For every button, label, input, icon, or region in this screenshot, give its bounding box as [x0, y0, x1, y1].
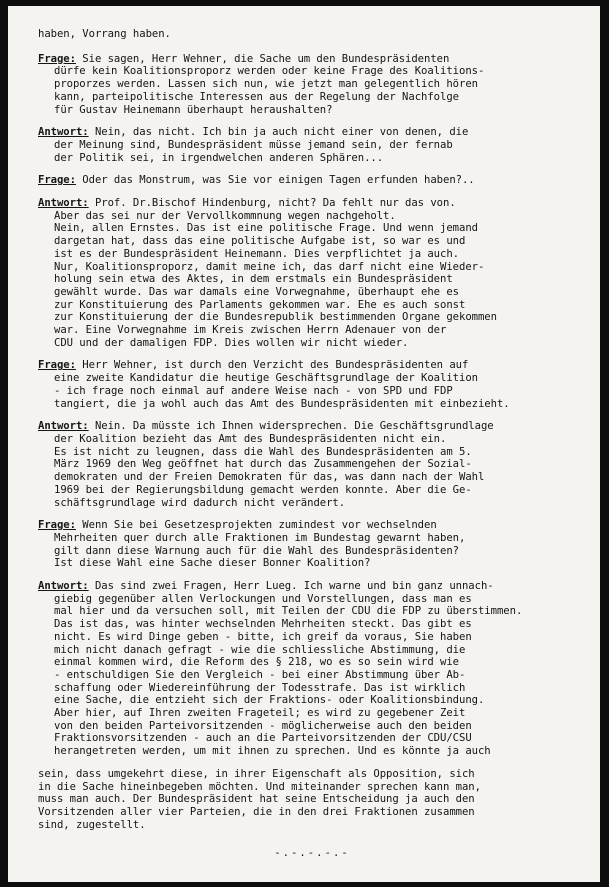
text-line: sein, dass umgekehrt diese, in ihrer Eigenschaft als Opposition, sich	[38, 767, 475, 780]
text-line	[38, 557, 586, 570]
line-text: Nein. Da müsste ich Ihnen widersprechen. Die Geschäftsgrundlage	[94, 420, 494, 433]
line-text: holung sein etwa des Aktes, in dem erstmals ein Bundespräsident	[54, 273, 453, 286]
text-line	[38, 694, 586, 707]
line-text: war. Eine Vorwegnahme im Kreis zwischen Herrn Adenauer von der	[54, 324, 447, 337]
text-line	[38, 372, 586, 385]
closing-paragraph	[38, 768, 586, 832]
line-text: dargetan hat, dass das eine politische Aufgabe ist, so war es und	[54, 235, 466, 248]
text-line	[38, 656, 586, 669]
question-block	[38, 53, 586, 117]
text-line	[38, 545, 586, 558]
line-text: schaffung oder Wiedereinführung der Todesstrafe. Das ist wirklich	[54, 681, 466, 694]
line-text: Das sind zwei Fragen, Herr Lueg. Ich warne und bin ganz unnach-	[94, 580, 494, 593]
text-line	[38, 222, 586, 235]
line-text: Mehrheiten quer durch alle Fraktionen im Bundestag gewarnt haben,	[54, 531, 466, 544]
line-text: Sie sagen, Herr Wehner, die Sache um den Bundespräsidenten	[82, 52, 450, 65]
text-line	[38, 311, 586, 324]
text-line	[38, 532, 586, 545]
text-line	[38, 53, 586, 66]
line-text: schäftsgrundlage wird dadurch nicht verändert.	[54, 496, 346, 509]
answer-label: Antwort:	[38, 126, 89, 139]
text-line	[38, 261, 586, 274]
question-label: Frage:	[38, 174, 76, 187]
text-line	[38, 197, 586, 210]
line-text: Prof. Dr.Bischof Hindenburg, nicht? Da fehlt nur das von.	[94, 197, 456, 210]
line-text: Aber das sei nur der Vervollkommnung wegen nachgeholt.	[54, 209, 396, 222]
text-line	[38, 631, 586, 644]
line-text: CDU und der damaligen FDP. Dies wollen wir nicht wieder.	[54, 336, 409, 349]
line-text: mich nicht danach gefragt - wie die schliessliche Abstimmung, die	[54, 643, 466, 656]
footer-separator: -.-.-.-.-	[274, 847, 350, 860]
line-text: Nein, allen Ernstes. Das ist eine politische Frage. Und wenn jemand	[54, 222, 478, 235]
text-line	[38, 104, 586, 117]
text-line	[38, 446, 586, 459]
text-line	[38, 385, 586, 398]
line-text: eine Sache, die entzieht sich der Fraktions- oder Koalitionsbindung.	[54, 694, 485, 707]
text-line	[38, 593, 586, 606]
line-text: zur Konstituierung der die Bundesrepublik bestimmenden Organe gekommen	[54, 311, 497, 324]
text-line	[38, 248, 586, 261]
line-text: Herr Wehner, ist durch den Verzicht des Bundespräsidenten auf	[82, 359, 469, 372]
text-line	[38, 139, 586, 152]
answer-label: Antwort:	[38, 420, 89, 433]
line-text: Nein, das nicht. Ich bin ja auch nicht einer von denen, die	[94, 126, 469, 139]
text-line: Vorsitzenden aller vier Parteien, die in den drei Fraktionen zusammen	[38, 805, 475, 818]
question-block	[38, 359, 586, 410]
text-line	[38, 669, 586, 682]
lead-line: haben, Vorrang haben.	[38, 28, 171, 40]
text-line	[38, 126, 586, 139]
line-text: herangetreten werden, um mit ihnen zu sprechen. Und es könnte ja auch	[54, 745, 491, 758]
text-line	[38, 682, 586, 695]
line-text: der Meinung sind, Bundespräsident müsse jemand sein, der fernab	[54, 138, 453, 151]
line-text: proporzes werden. Lassen sich nun, wie jetzt man gelegentlich hören	[54, 78, 478, 91]
text-line	[38, 471, 586, 484]
line-text: gilt dann diese Warnung auch für die Wahl des Bundespräsidenten?	[54, 544, 459, 557]
line-text: einmal kommen wird, die Reform des § 218, wo es so sein wird wie	[54, 656, 459, 669]
line-text: - ich frage noch einmal auf andere Weise nach - von SPD und FDP	[54, 384, 453, 397]
answer-block	[38, 420, 586, 509]
text-line: muss man auch. Der Bundespräsident hat seine Entscheidung ja auch den	[38, 793, 475, 806]
text-line	[38, 458, 586, 471]
text-line	[38, 337, 586, 350]
text-line	[38, 286, 586, 299]
text-line	[38, 644, 586, 657]
text-line	[38, 618, 586, 631]
line-text: kann, parteipolitische Interessen aus der Regelung der Nachfolge	[54, 90, 459, 103]
line-text: mal hier und da versuchen soll, mit Teilen der CDU die FDP zu überstimmen.	[54, 605, 523, 618]
answer-label: Antwort:	[38, 197, 89, 210]
text-line	[38, 78, 586, 91]
line-text: Aber hier, auf Ihren zweiten Frageteil; es wird zu gegebener Zeit	[54, 707, 466, 720]
text-line	[38, 605, 586, 618]
answer-block	[38, 580, 586, 758]
line-text: Ist diese Wahl eine Sache dieser Bonner Koalition?	[54, 557, 371, 570]
answer-block	[38, 197, 586, 349]
line-text: Fraktionsvorsitzenden - auch an die Parteivorsitzenden der CDU/CSU	[54, 732, 472, 745]
question-label: Frage:	[38, 519, 76, 532]
line-text: zur Konstituierung des Parlaments gekommen war. Ehe es auch sonst	[54, 298, 466, 311]
line-text: Es ist nicht zu leugnen, dass die Wahl des Bundespräsidenten am 5.	[54, 445, 472, 458]
answer-block	[38, 126, 586, 164]
line-text: demokraten und der Freien Demokraten für das, was dann nach der Wahl	[54, 471, 485, 484]
text-line	[38, 174, 586, 187]
line-text: Nur, Koalitionsproporz, damit meine ich, das darf nicht eine Wieder-	[54, 260, 485, 273]
line-text: März 1969 den Weg geöffnet hat durch das Zusammengehen der Sozial-	[54, 458, 472, 471]
text-line	[38, 420, 586, 433]
line-text: für Gustav Heinemann überhaupt heraushalten?	[54, 103, 333, 116]
text-line	[38, 484, 586, 497]
text-line	[38, 707, 586, 720]
line-text: Oder das Monstrum, was Sie vor einigen Tagen erfunden haben?..	[82, 174, 475, 187]
question-block	[38, 174, 586, 187]
text-line	[38, 433, 586, 446]
text-line	[38, 732, 586, 745]
line-text: Wenn Sie bei Gesetzesprojekten zumindest vor wechselnden	[82, 519, 437, 532]
text-line	[38, 497, 586, 510]
interview-body	[38, 53, 586, 758]
question-label: Frage:	[38, 359, 76, 372]
text-line	[38, 210, 586, 223]
line-text: Das ist das, was hinter wechselnden Mehrheiten steckt. Das gibt es	[54, 618, 472, 631]
text-line	[38, 324, 586, 337]
line-text: gewählt wurde. Das war damals eine Vorwegnahme, überhaupt ehe es	[54, 285, 459, 298]
text-line	[38, 359, 586, 372]
line-text: tangiert, die ja wohl auch das Amt des Bundespräsidenten mit einbezieht.	[54, 397, 510, 410]
text-line	[38, 235, 586, 248]
text-line	[38, 299, 586, 312]
text-line: in die Sache hineinbegeben möchten. Und miteinander sprechen kann man,	[38, 780, 481, 793]
text-line	[38, 91, 586, 104]
document-page	[8, 6, 600, 882]
line-text: giebig gegenüber allen Verlockungen und Vorstellungen, dass man es	[54, 592, 472, 605]
question-label: Frage:	[38, 52, 76, 65]
line-text: 1969 bei der Regierungsbildung gemacht werden konnte. Aber die Ge-	[54, 483, 472, 496]
line-text: eine zweite Kandidatur die heutige Geschäftsgrundlage der Koalition	[54, 372, 478, 385]
text-line	[38, 580, 586, 593]
line-text: - entschuldigen Sie den Vergleich - bei einer Abstimmung über Ab-	[54, 668, 466, 681]
question-block	[38, 519, 586, 570]
line-text: von den beiden Parteivorsitzenden - möglicherweise auch den beiden	[54, 719, 472, 732]
text-line	[38, 720, 586, 733]
line-text: ist es der Bundespräsident Heinemann. Dies verpflichtet ja auch.	[54, 247, 459, 260]
answer-label: Antwort:	[38, 580, 89, 593]
text-line	[38, 745, 586, 758]
text-line: sind, zugestellt.	[38, 818, 146, 831]
line-text: dürfe kein Koalitionsproporz werden oder keine Frage des Koalitions-	[54, 65, 485, 78]
text-line	[38, 273, 586, 286]
line-text: der Politik sei, in irgendwelchen anderen Sphären...	[54, 151, 384, 164]
text-line	[38, 398, 586, 411]
text-line	[38, 519, 586, 532]
line-text: nicht. Es wird Dinge geben - bitte, ich greif da voraus, Sie haben	[54, 630, 472, 643]
text-line	[38, 65, 586, 78]
line-text: der Koalition bezieht das Amt des Bundespräsidenten nicht ein.	[54, 432, 447, 445]
text-line	[38, 152, 586, 165]
